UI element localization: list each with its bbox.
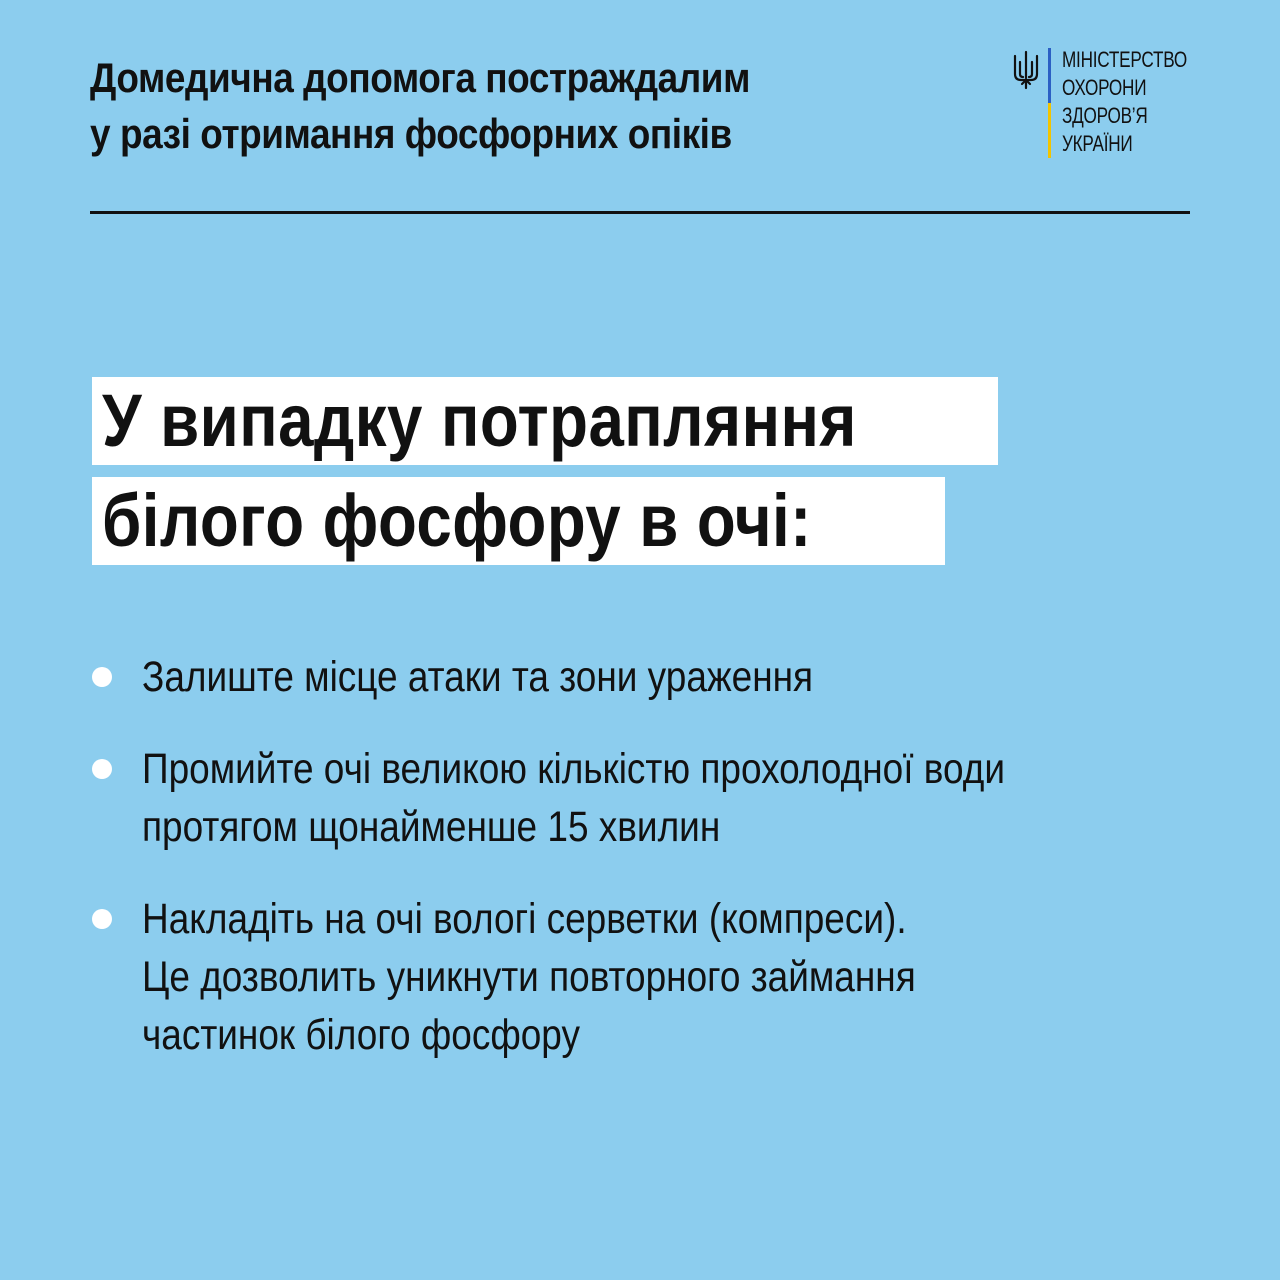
instruction-list bbox=[90, 648, 1210, 1098]
list-item-text: Залиште місце атаки та зони ураження bbox=[142, 653, 814, 701]
page-title-line-2: у разі отримання фосфорних опіків bbox=[90, 110, 732, 157]
list-item bbox=[90, 740, 1210, 856]
bullet-dot-icon bbox=[92, 759, 112, 779]
headline-line-2-box bbox=[92, 477, 945, 565]
ministry-name-line-2: ОХОРОНИ bbox=[1062, 75, 1147, 100]
ministry-name-line-3: ЗДОРОВ’Я bbox=[1062, 103, 1148, 128]
logo-divider-yellow bbox=[1048, 103, 1051, 158]
bullet-dot-icon bbox=[92, 909, 112, 929]
headline-line-1: У випадку потрапляння bbox=[102, 379, 857, 462]
ministry-name bbox=[1062, 46, 1187, 158]
trident-icon bbox=[1012, 50, 1040, 90]
page-title bbox=[90, 50, 847, 162]
headline-line-2: білого фосфору в очі: bbox=[102, 479, 812, 562]
headline bbox=[92, 377, 998, 577]
header-divider bbox=[90, 211, 1190, 214]
logo-divider-blue bbox=[1048, 48, 1051, 103]
list-item-text: Промийте очі великою кількістю прохолодної води bbox=[142, 745, 1006, 793]
list-item bbox=[90, 648, 1210, 706]
page-title-line-1: Домедична допомога постраждалим bbox=[90, 54, 750, 101]
bullet-dot-icon bbox=[92, 667, 112, 687]
list-item-text: Накладіть на очі вологі серветки (компреси). bbox=[142, 895, 907, 943]
list-item-text: протягом щонайменше 15 хвилин bbox=[142, 803, 721, 851]
ministry-logo bbox=[1012, 46, 1212, 166]
ministry-name-line-1: МІНІСТЕРСТВО bbox=[1062, 47, 1187, 72]
list-item-text: Це дозволить уникнути повторного займання bbox=[142, 953, 916, 1001]
list-item bbox=[90, 890, 1210, 1064]
list-item-text: частинок білого фосфору bbox=[142, 1011, 580, 1059]
ministry-name-line-4: УКРАЇНИ bbox=[1062, 131, 1133, 156]
headline-line-1-box bbox=[92, 377, 998, 465]
